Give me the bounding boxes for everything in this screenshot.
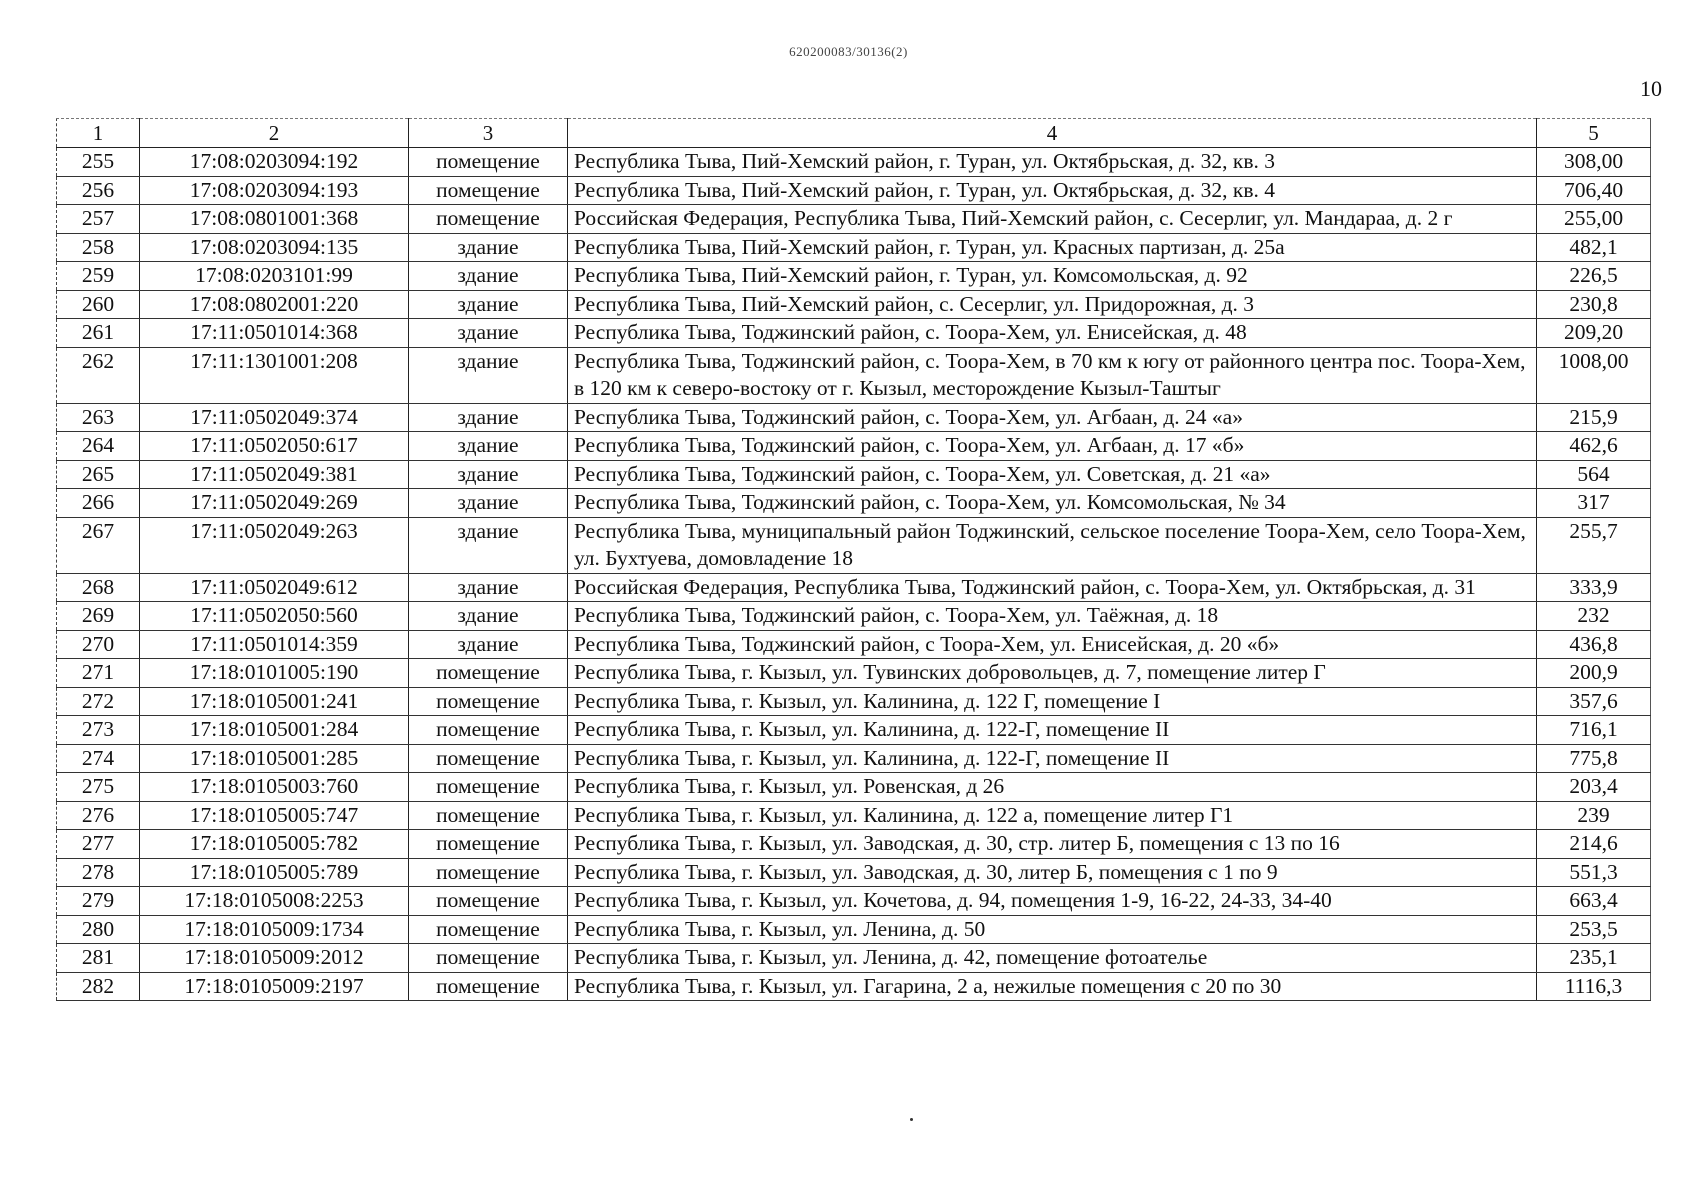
table-row [57,319,1651,348]
address-cell: Республика Тыва, г. Кызыл, ул. Тувинских добровольцев, д. 7, помещение литер Г [568,659,1537,688]
table-row [57,716,1651,745]
table-row [57,630,1651,659]
object-type-cell: здание [409,347,568,403]
row-number-cell: 281 [57,944,140,973]
area-cell: 706,40 [1537,176,1651,205]
row-number-cell: 267 [57,517,140,573]
address-cell: Республика Тыва, Пий-Хемский район, г. Туран, ул. Красных партизан, д. 25а [568,233,1537,262]
area-cell: 551,3 [1537,858,1651,887]
row-number-cell: 271 [57,659,140,688]
cadastral-number-cell: 17:11:0502049:381 [140,460,409,489]
row-number-cell: 259 [57,262,140,291]
object-type-cell: помещение [409,744,568,773]
area-cell: 308,00 [1537,148,1651,177]
address-cell: Российская Федерация, Республика Тыва, Тоджинский район, с. Тоора-Хем, ул. Октябрьская, д. 31 [568,573,1537,602]
table-body [57,148,1651,1001]
address-cell: Российская Федерация, Республика Тыва, Пий-Хемский район, с. Сесерлиг, ул. Мандараа, д. 2 г [568,205,1537,234]
address-cell: Республика Тыва, Пий-Хемский район, г. Туран, ул. Октябрьская, д. 32, кв. 4 [568,176,1537,205]
object-type-cell: здание [409,573,568,602]
object-type-cell: помещение [409,801,568,830]
area-cell: 564 [1537,460,1651,489]
cadastral-number-cell: 17:18:0105003:760 [140,773,409,802]
table-row [57,858,1651,887]
address-cell: Республика Тыва, г. Кызыл, ул. Ленина, д. 42, помещение фотоателье [568,944,1537,973]
table-row [57,687,1651,716]
address-cell: Республика Тыва, Тоджинский район, с. Тоора-Хем, ул. Комсомольская, № 34 [568,489,1537,518]
object-type-cell: здание [409,460,568,489]
row-number-cell: 265 [57,460,140,489]
cadastral-number-cell: 17:11:1301001:208 [140,347,409,403]
table-row [57,347,1651,403]
cadastral-number-cell: 17:18:0105009:2197 [140,972,409,1001]
row-number-cell: 255 [57,148,140,177]
object-type-cell: помещение [409,205,568,234]
object-type-cell: здание [409,262,568,291]
cadastral-number-cell: 17:18:0105005:789 [140,858,409,887]
area-cell: 333,9 [1537,573,1651,602]
area-cell: 232 [1537,602,1651,631]
cadastral-number-cell: 17:08:0801001:368 [140,205,409,234]
address-cell: Республика Тыва, Пий-Хемский район, г. Туран, ул. Комсомольская, д. 92 [568,262,1537,291]
table-row [57,915,1651,944]
cadastral-number-cell: 17:11:0501014:359 [140,630,409,659]
area-cell: 200,9 [1537,659,1651,688]
cadastral-number-cell: 17:11:0501014:368 [140,319,409,348]
cadastral-number-cell: 17:18:0105001:241 [140,687,409,716]
table-row [57,517,1651,573]
row-number-cell: 266 [57,489,140,518]
object-type-cell: здание [409,290,568,319]
table-row [57,205,1651,234]
address-cell: Республика Тыва, муниципальный район Тоджинский, сельское поселение Тоора-Хем, село Тоора-Хем, ул. Бухтуева, домовладение 18 [568,517,1537,573]
table-row [57,432,1651,461]
cadastral-number-cell: 17:18:0105009:1734 [140,915,409,944]
table-row [57,801,1651,830]
object-type-cell: помещение [409,716,568,745]
header-row [57,119,1651,148]
address-cell: Республика Тыва, Тоджинский район, с. Тоора-Хем, ул. Агбаан, д. 24 «а» [568,403,1537,432]
address-cell: Республика Тыва, Тоджинский район, с Тоора-Хем, ул. Енисейская, д. 20 «б» [568,630,1537,659]
area-cell: 253,5 [1537,915,1651,944]
area-cell: 230,8 [1537,290,1651,319]
row-number-cell: 272 [57,687,140,716]
cadastral-number-cell: 17:11:0502049:612 [140,573,409,602]
area-cell: 215,9 [1537,403,1651,432]
row-number-cell: 256 [57,176,140,205]
area-cell: 663,4 [1537,887,1651,916]
cadastral-number-cell: 17:11:0502050:560 [140,602,409,631]
address-cell: Республика Тыва, г. Кызыл, ул. Ленина, д. 50 [568,915,1537,944]
area-cell: 209,20 [1537,319,1651,348]
address-cell: Республика Тыва, г. Кызыл, ул. Ровенская, д 26 [568,773,1537,802]
object-type-cell: здание [409,233,568,262]
cadastral-number-cell: 17:18:0105005:747 [140,801,409,830]
row-number-cell: 258 [57,233,140,262]
table-row [57,460,1651,489]
row-number-cell: 269 [57,602,140,631]
row-number-cell: 276 [57,801,140,830]
object-type-cell: помещение [409,858,568,887]
area-cell: 226,5 [1537,262,1651,291]
area-cell: 255,7 [1537,517,1651,573]
table-row [57,403,1651,432]
object-type-cell: здание [409,432,568,461]
area-cell: 235,1 [1537,944,1651,973]
address-cell: Республика Тыва, г. Кызыл, ул. Заводская, д. 30, стр. литер Б, помещения с 13 по 16 [568,830,1537,859]
scan-speck [910,1118,913,1121]
area-cell: 357,6 [1537,687,1651,716]
object-type-cell: помещение [409,176,568,205]
address-cell: Республика Тыва, Тоджинский район, с. Тоора-Хем, ул. Агбаан, д. 17 «б» [568,432,1537,461]
row-number-cell: 264 [57,432,140,461]
table-row [57,262,1651,291]
address-cell: Республика Тыва, г. Кызыл, ул. Заводская, д. 30, литер Б, помещения с 1 по 9 [568,858,1537,887]
address-cell: Республика Тыва, г. Кызыл, ул. Гагарина, 2 а, нежилые помещения с 20 по 30 [568,972,1537,1001]
table-header [57,119,1651,148]
address-cell: Республика Тыва, г. Кызыл, ул. Кочетова, д. 94, помещения 1-9, 16-22, 24-33, 34-40 [568,887,1537,916]
area-cell: 1008,00 [1537,347,1651,403]
table-row [57,233,1651,262]
cadastral-number-cell: 17:08:0203101:99 [140,262,409,291]
row-number-cell: 260 [57,290,140,319]
address-cell: Республика Тыва, Пий-Хемский район, г. Туран, ул. Октябрьская, д. 32, кв. 3 [568,148,1537,177]
address-cell: Республика Тыва, г. Кызыл, ул. Калинина, д. 122-Г, помещение II [568,716,1537,745]
table-row [57,290,1651,319]
object-type-cell: здание [409,602,568,631]
object-type-cell: помещение [409,659,568,688]
address-cell: Республика Тыва, Пий-Хемский район, с. Сесерлиг, ул. Придорожная, д. 3 [568,290,1537,319]
table-row [57,659,1651,688]
table-row [57,176,1651,205]
cadastral-number-cell: 17:11:0502049:263 [140,517,409,573]
area-cell: 203,4 [1537,773,1651,802]
table-row [57,972,1651,1001]
area-cell: 436,8 [1537,630,1651,659]
cadastral-number-cell: 17:18:0105001:285 [140,744,409,773]
cadastral-number-cell: 17:18:0105001:284 [140,716,409,745]
address-cell: Республика Тыва, Тоджинский район, с. Тоора-Хем, ул. Таёжная, д. 18 [568,602,1537,631]
cadastral-number-cell: 17:18:0105008:2253 [140,887,409,916]
cadastral-number-cell: 17:11:0502049:269 [140,489,409,518]
row-number-cell: 257 [57,205,140,234]
object-type-cell: помещение [409,944,568,973]
row-number-cell: 279 [57,887,140,916]
cadastral-number-cell: 17:18:0105005:782 [140,830,409,859]
cadastral-number-cell: 17:08:0203094:135 [140,233,409,262]
property-register-table [56,118,1651,1001]
table-row [57,773,1651,802]
table-row [57,489,1651,518]
cadastral-number-cell: 17:11:0502049:374 [140,403,409,432]
address-cell: Республика Тыва, г. Кызыл, ул. Калинина, д. 122-Г, помещение II [568,744,1537,773]
area-cell: 239 [1537,801,1651,830]
row-number-cell: 280 [57,915,140,944]
table-row [57,830,1651,859]
row-number-cell: 262 [57,347,140,403]
address-cell: Республика Тыва, г. Кызыл, ул. Калинина, д. 122 а, помещение литер Г1 [568,801,1537,830]
row-number-cell: 263 [57,403,140,432]
column-header-4: 4 [568,119,1537,148]
object-type-cell: помещение [409,915,568,944]
object-type-cell: помещение [409,148,568,177]
object-type-cell: помещение [409,773,568,802]
table-row [57,887,1651,916]
table-row [57,944,1651,973]
cadastral-number-cell: 17:08:0802001:220 [140,290,409,319]
row-number-cell: 275 [57,773,140,802]
cadastral-number-cell: 17:08:0203094:192 [140,148,409,177]
area-cell: 775,8 [1537,744,1651,773]
page-number: 10 [1640,76,1662,101]
document-id: 620200083/30136(2) [789,44,908,59]
address-cell: Республика Тыва, Тоджинский район, с. Тоора-Хем, в 70 км к югу от районного центра пос. Тоора-Хем, в 120 км к северо-востоку от г. Кызыл, месторождение Кызыл-Таштыг [568,347,1537,403]
object-type-cell: здание [409,403,568,432]
area-cell: 462,6 [1537,432,1651,461]
address-cell: Республика Тыва, Тоджинский район, с. Тоора-Хем, ул. Советская, д. 21 «а» [568,460,1537,489]
object-type-cell: здание [409,489,568,518]
cadastral-number-cell: 17:18:0101005:190 [140,659,409,688]
row-number-cell: 261 [57,319,140,348]
cadastral-number-cell: 17:18:0105009:2012 [140,944,409,973]
row-number-cell: 274 [57,744,140,773]
object-type-cell: здание [409,319,568,348]
area-cell: 716,1 [1537,716,1651,745]
table-row [57,602,1651,631]
area-cell: 214,6 [1537,830,1651,859]
object-type-cell: здание [409,517,568,573]
row-number-cell: 278 [57,858,140,887]
row-number-cell: 282 [57,972,140,1001]
object-type-cell: здание [409,630,568,659]
row-number-cell: 273 [57,716,140,745]
column-header-3: 3 [409,119,568,148]
object-type-cell: помещение [409,887,568,916]
cadastral-number-cell: 17:11:0502050:617 [140,432,409,461]
area-cell: 482,1 [1537,233,1651,262]
object-type-cell: помещение [409,830,568,859]
address-cell: Республика Тыва, Тоджинский район, с. Тоора-Хем, ул. Енисейская, д. 48 [568,319,1537,348]
cadastral-number-cell: 17:08:0203094:193 [140,176,409,205]
column-header-1: 1 [57,119,140,148]
column-header-2: 2 [140,119,409,148]
row-number-cell: 270 [57,630,140,659]
area-cell: 255,00 [1537,205,1651,234]
object-type-cell: помещение [409,687,568,716]
area-cell: 317 [1537,489,1651,518]
address-cell: Республика Тыва, г. Кызыл, ул. Калинина, д. 122 Г, помещение I [568,687,1537,716]
table-row [57,744,1651,773]
object-type-cell: помещение [409,972,568,1001]
row-number-cell: 268 [57,573,140,602]
row-number-cell: 277 [57,830,140,859]
table-row [57,573,1651,602]
area-cell: 1116,3 [1537,972,1651,1001]
table-row [57,148,1651,177]
column-header-5: 5 [1537,119,1651,148]
